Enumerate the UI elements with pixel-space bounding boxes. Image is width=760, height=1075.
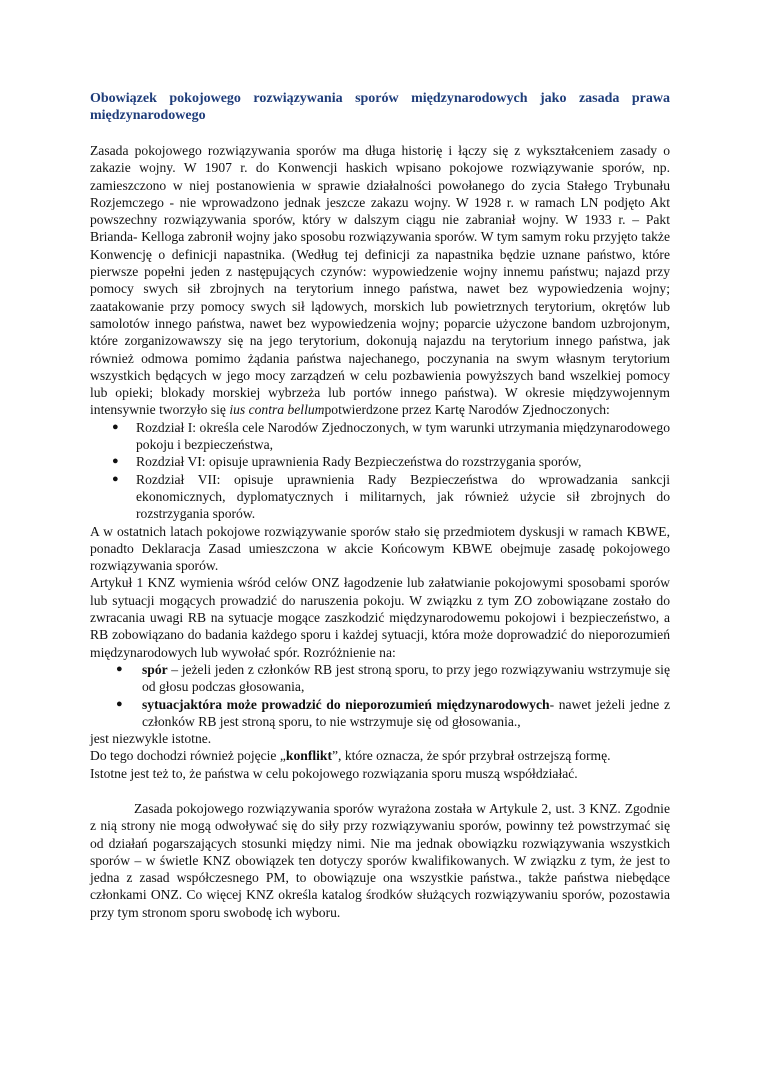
paragraph-cooperation: Istotne jest też to, że państwa w celu pokojowego rozwiązania sporu muszą współdziałać. xyxy=(90,765,578,781)
paragraph-conflict xyxy=(90,747,670,764)
list-item-text: Rozdział VI: opisuje uprawnienia Rady Bezpieczeństwa do rozstrzygania sporów, xyxy=(136,454,582,470)
list-item xyxy=(90,696,670,731)
paragraph-history xyxy=(90,142,670,419)
list-item-text: - nawet jeżeli jedne z członków RB jest stroną sporu, to nie wstrzymuje się od głosowania., xyxy=(142,696,671,729)
paragraph-spacer xyxy=(90,782,670,800)
bullet-icon: ● xyxy=(112,420,119,433)
document-page xyxy=(90,90,670,921)
term-konflikt: konflikt xyxy=(285,748,332,764)
document-title: Obowiązek pokojowego rozwiązywania sporów międzynarodowych jako zasada prawa międzynarodowego xyxy=(90,91,670,123)
paragraph-conflict-start: Do tego dochodzi również pojęcie „ xyxy=(90,748,286,764)
bullet-icon: ● xyxy=(116,662,123,675)
ius-contra-bellum-term: ius contra bellum xyxy=(229,402,325,418)
list-item xyxy=(90,471,670,523)
paragraph-kbwe: A w ostatnich latach pokojowe rozwiązywanie sporów stało się przedmiotem dyskusji w ramach KBWE, ponadto Deklaracja Zasad umieszczona w akcie Końcowym KBWE obejmuje zasadę pokojowego rozwiązywania sporów. xyxy=(90,523,670,574)
list-item xyxy=(90,453,670,470)
list-item-text: – jeżeli jeden z członków RB jest stroną sporu, to przy jego rozwiązywaniu wstrzymuje się od głosu podczas głosowania, xyxy=(142,661,670,695)
paragraph-article-1: Artykuł 1 KNZ wymienia wśród celów ONZ łagodzenie lub załatwianie pokojowymi sposobami sporów lub sytuacji mogących prowadzić do naruszenia pokoju. W związku z tym ZO zobowiązane zostało do zwracania uwagi RB na sytuacje mogące zaszkodzić międzynarodowemu pokojowi i bezpieczeństwo, a RB zobowiązano do badania każdego sporu i każdej sytuacji, która może doprowadzić do nieporozumień międzynarodowych lub wywołać spór. Rozróżnienie na: xyxy=(90,575,670,660)
list-item xyxy=(90,661,670,696)
paragraph-article-2: Zasada pokojowego rozwiązywania sporów wyrażona została w Artykule 2, ust. 3 KNZ. Zgodnie z nią strony nie mogą odwoływać się do siły przy rozwiązywaniu sporów, powinny też powstrzymać się od działań pogarszających stosunki między nimi. Nie ma jednak obowiązku rozwiązywania wszystkich sporów – w świetle KNZ obowiązek ten dotyczy sporów kwalifikowanych. W związku z tym, że jest to jedna z zasad współczesnego PM, to obowiązuje ona wszystkie państwa., także państwa niebędące członkami ONZ. Co więcej KNZ określa katalog środków służących rozwiązywaniu sporów, pozostawia przy tym stronom sporu swobodę ich wyboru. xyxy=(90,800,670,920)
paragraph-history-end: potwierdzone przez Kartę Narodów Zjednoczonych: xyxy=(324,402,610,418)
term-spor: spór xyxy=(142,661,168,677)
paragraph-important: jest niezwykle istotne. xyxy=(90,731,212,747)
paragraph-history-text: Zasada pokojowego rozwiązywania sporów ma długa historię i łączy się z wykształceniem zasady o zakazie wojny. W 1907 r. do Konwencji haskich wpisano pokojowe rozwiązywanie sporów, np. zamieszczono w niej postanowienia w sprawie działalności powołanego do zycia Stałego Trybunału Rozjemczego - nie wprowadzono jednak jeszcze zakazu wojny. W 1928 r. w ramach LN podjęto Akt powszechny rozwiązywania sporów, który w dalszym ciągu nie zabraniał wojny. W 1933 r. – Pakt Brianda- Kelloga zabronił wojny jako sposobu rozwiązywania sporów. W tym samym roku przyjęto także Konwencję o definicji napastnika. (Według tej definicji za napastnika będzie uznane państwo, które pierwsze popełni jeden z następujących czynów: wypowiedzenie wojny innemu państwu; najazd przy pomocy swych sił zbrojnych na terytorium innego państwa, nawet bez wypowiedzenia wojny; zaatakowanie przy pomocy swych sił lądowych, morskich lub powietrznych terytorium, okrętów lub samolotów innego państwa, nawet bez wypowiedzenia wojny; poparcie użyczone bandom uzbrojonym, które zorganizowawszy się na jego terytorium, dokonują najazdu na terytorium innego państwa, jak również odmowa pomimo żądania państwa najechanego, poczynania na swym własnym terytorium wszystkich będących w jego mocy zarządzeń w celu pozbawienia powyższych band wszelkiej pomocy lub opieki; blokady morskiej wybrzeża lub portów innego państwa). W okresie międzywojennym intensywnie tworzyło się xyxy=(90,143,670,418)
un-charter-chapters-list xyxy=(90,419,670,523)
bullet-icon: ● xyxy=(112,455,119,468)
bullet-icon: ● xyxy=(112,472,119,485)
paragraph-conflict-end: ”, które oznacza, że spór przybrał ostrzejszą formę. xyxy=(332,748,611,764)
term-sytuacja: sytuacjaktóra może prowadzić do nieporozumień międzynarodowych xyxy=(142,696,550,712)
list-item xyxy=(90,419,670,454)
dispute-situation-list xyxy=(90,661,670,730)
bullet-icon: ● xyxy=(116,697,123,710)
list-item-text: Rozdział VII: opisuje uprawnienia Rady Bezpieczeństwa do wprowadzania sankcji ekonomicznych, dyplomatycznych i militarnych, jak również użycie sił zbrojnych do rozstrzygania sporów. xyxy=(136,471,670,522)
list-item-text: Rozdział I: określa cele Narodów Zjednoczonych, w tym warunki utrzymania międzynarodowego pokoju i bezpieczeństwa, xyxy=(136,419,670,453)
